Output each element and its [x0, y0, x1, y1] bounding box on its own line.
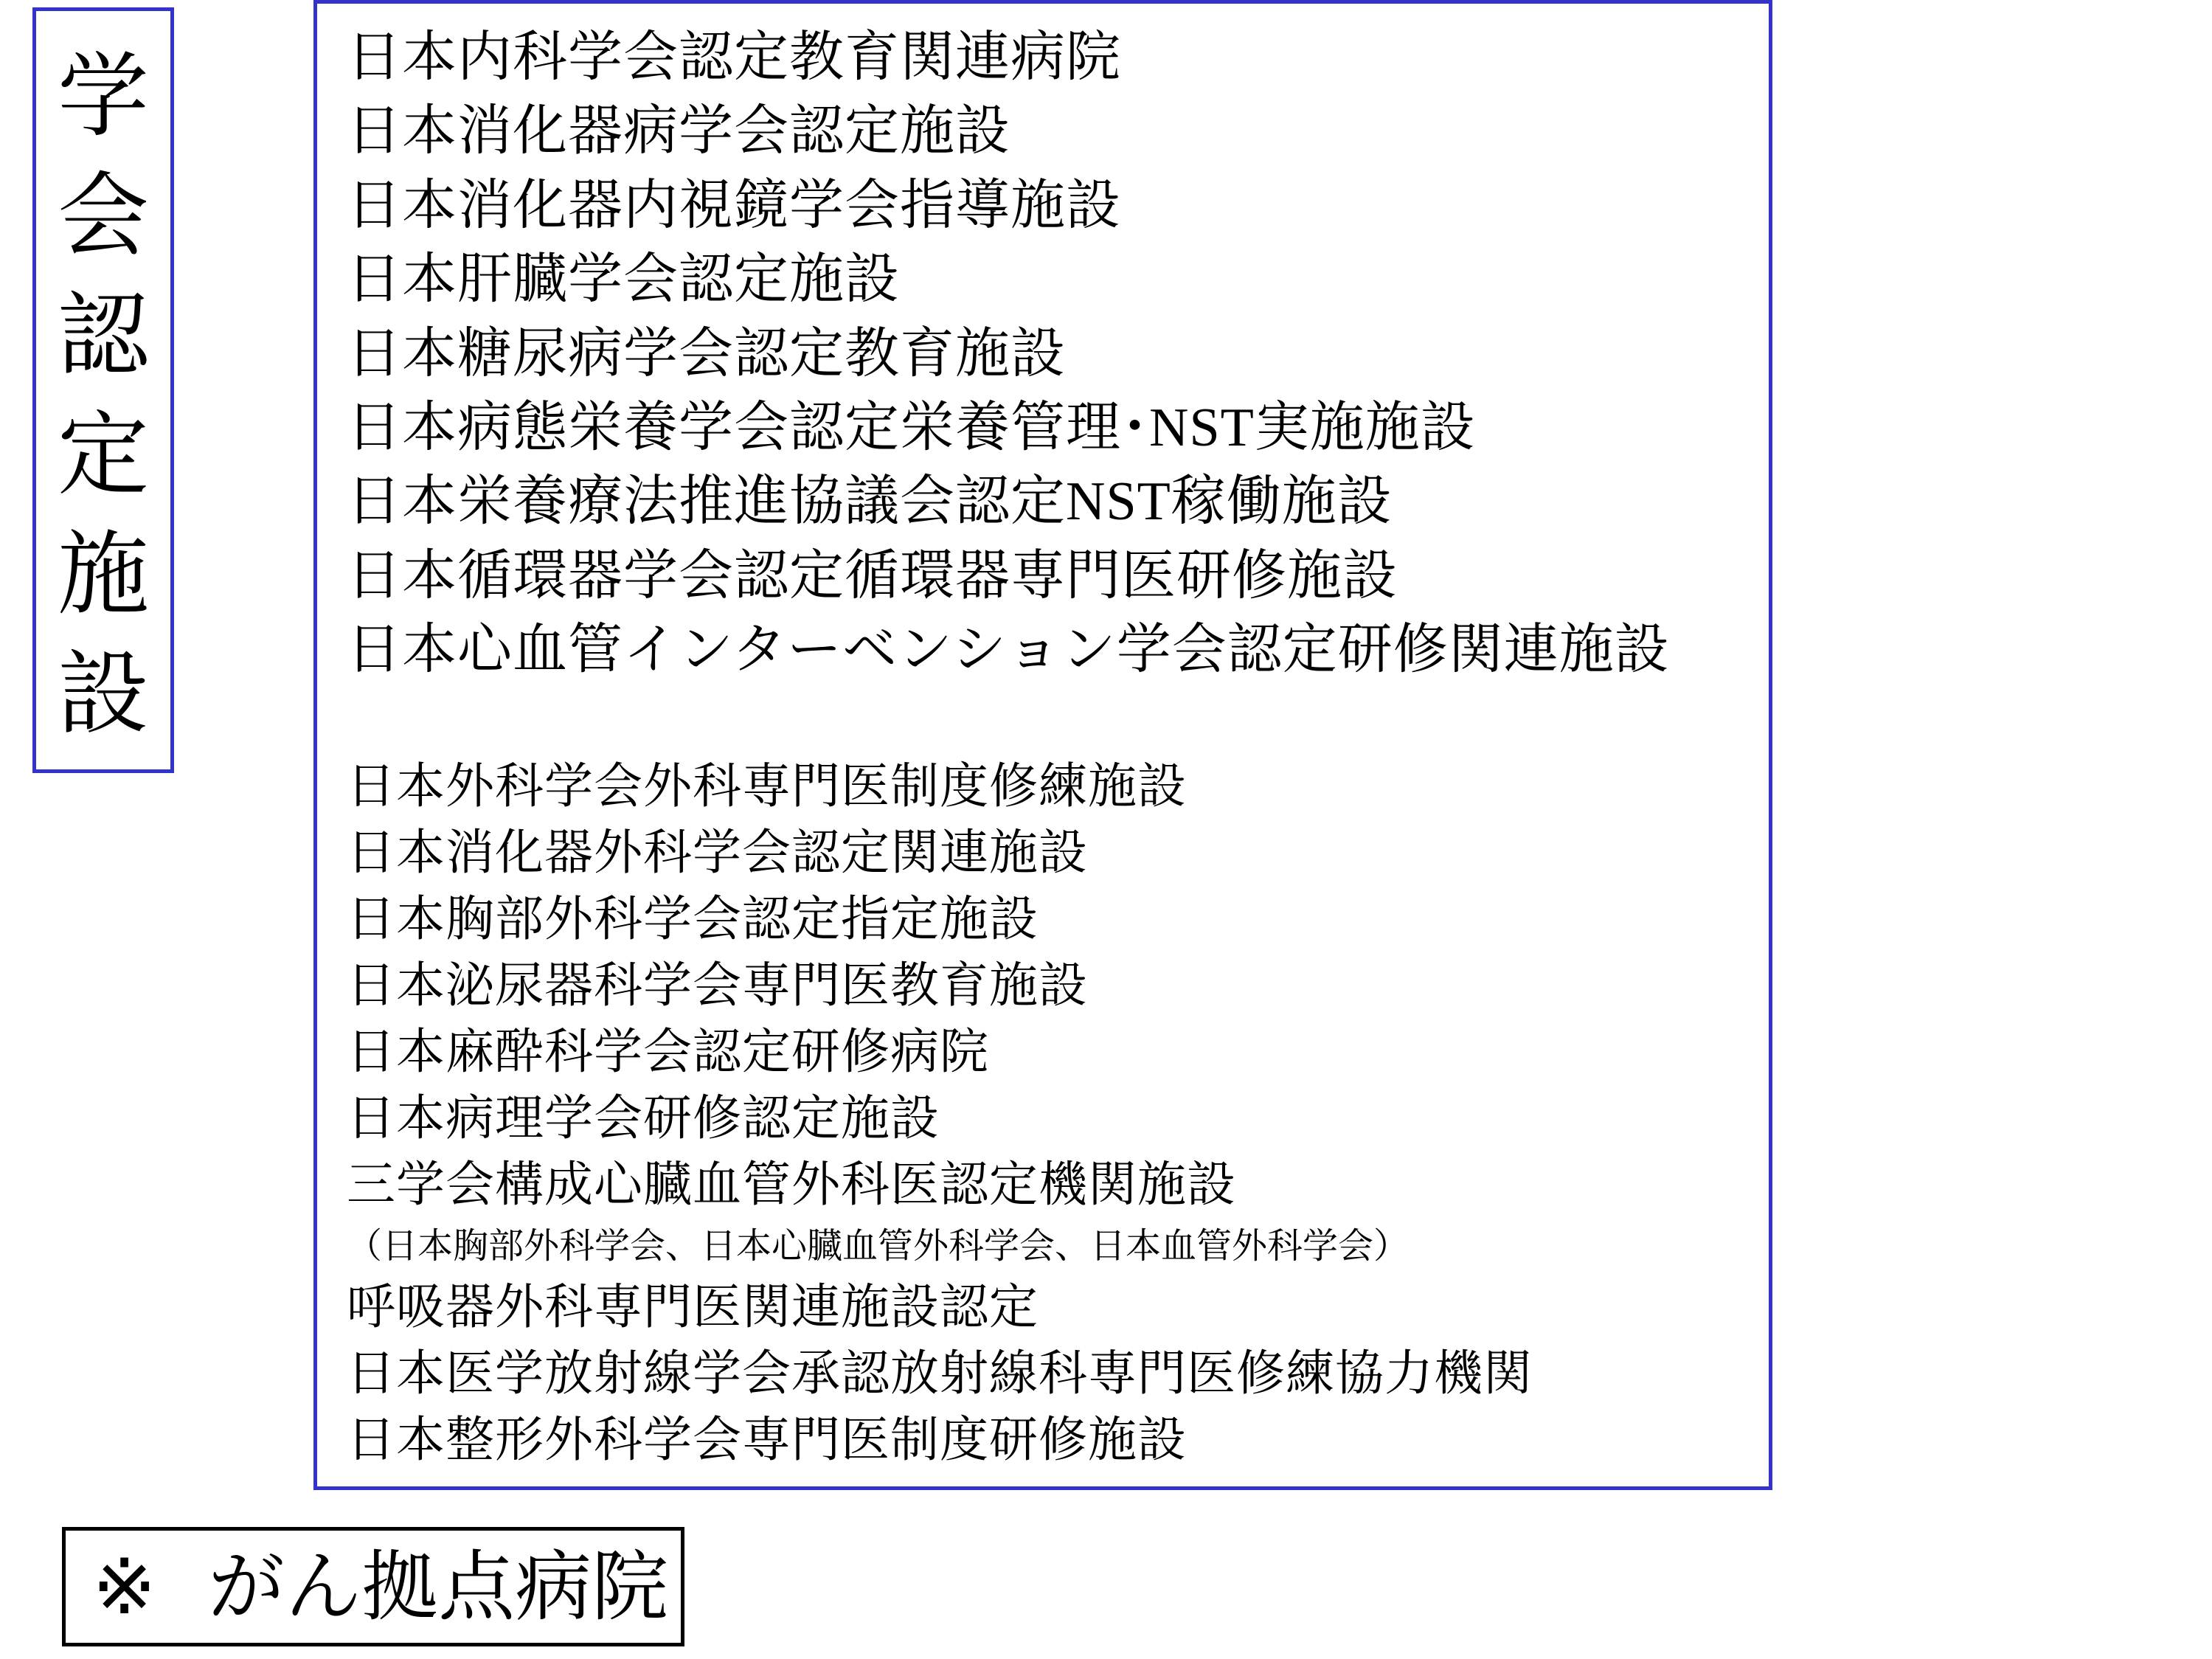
- list-item: 日本消化器外科学会認定関連施設: [347, 824, 1088, 881]
- cancer-hospital-label: がん拠点病院: [208, 1542, 669, 1632]
- list-item: 日本糖尿病学会認定教育施設: [347, 321, 1066, 385]
- certified-facilities-box: [313, 0, 1772, 1490]
- list-item: 三学会構成心臓血管外科医認定機関施設: [347, 1156, 1236, 1213]
- reference-mark: ※: [92, 1542, 157, 1632]
- side-label-char: 定: [57, 402, 149, 508]
- list-item: 日本循環器学会認定循環器専門医研修施設: [347, 543, 1398, 607]
- list-item: 日本肝臓学会認定施設: [347, 247, 900, 311]
- internal-medicine-list: [347, 20, 1670, 687]
- surgery-list: [347, 753, 1533, 1473]
- list-item: 日本病態栄養学会認定栄養管理･NST実施施設: [347, 395, 1476, 459]
- list-item: 日本麻酔科学会認定研修病院: [347, 1023, 989, 1080]
- side-label-char: 学: [57, 44, 149, 150]
- side-label-char: 会: [57, 163, 149, 269]
- side-label-char: 施: [57, 522, 149, 628]
- list-item: 日本内科学会認定教育関連病院: [347, 25, 1121, 89]
- side-label-char: 認: [57, 283, 149, 389]
- list-item: 日本心血管インターベンション学会認定研修関連施設: [347, 617, 1670, 682]
- list-item: 日本栄養療法推進協議会認定NST稼働施設: [347, 469, 1393, 533]
- list-item: 日本胸部外科学会認定指定施設: [347, 890, 1039, 947]
- cancer-hospital-note-box: [62, 1527, 684, 1646]
- side-label-char: 設: [57, 641, 149, 747]
- side-label-frame: [32, 7, 174, 773]
- list-item: 日本消化器病学会認定施設: [347, 99, 1010, 163]
- list-item: 日本整形外科学会専門医制度研修施設: [347, 1411, 1187, 1468]
- list-item-note: （日本胸部外科学会、日本心臓血管外科学会、日本血管外科学会）: [347, 1225, 1410, 1267]
- list-item: 日本病理学会研修認定施設: [347, 1090, 940, 1146]
- list-item: 日本外科学会外科専門医制度修練施設: [347, 758, 1187, 814]
- list-item: 日本医学放射線学会承認放射線科専門医修練協力機関: [347, 1345, 1533, 1402]
- list-item: 呼吸器外科専門医関連施設認定: [347, 1278, 1039, 1335]
- list-item: 日本消化器内視鏡学会指導施設: [347, 173, 1121, 237]
- list-item: 日本泌尿器科学会専門医教育施設: [347, 957, 1088, 1014]
